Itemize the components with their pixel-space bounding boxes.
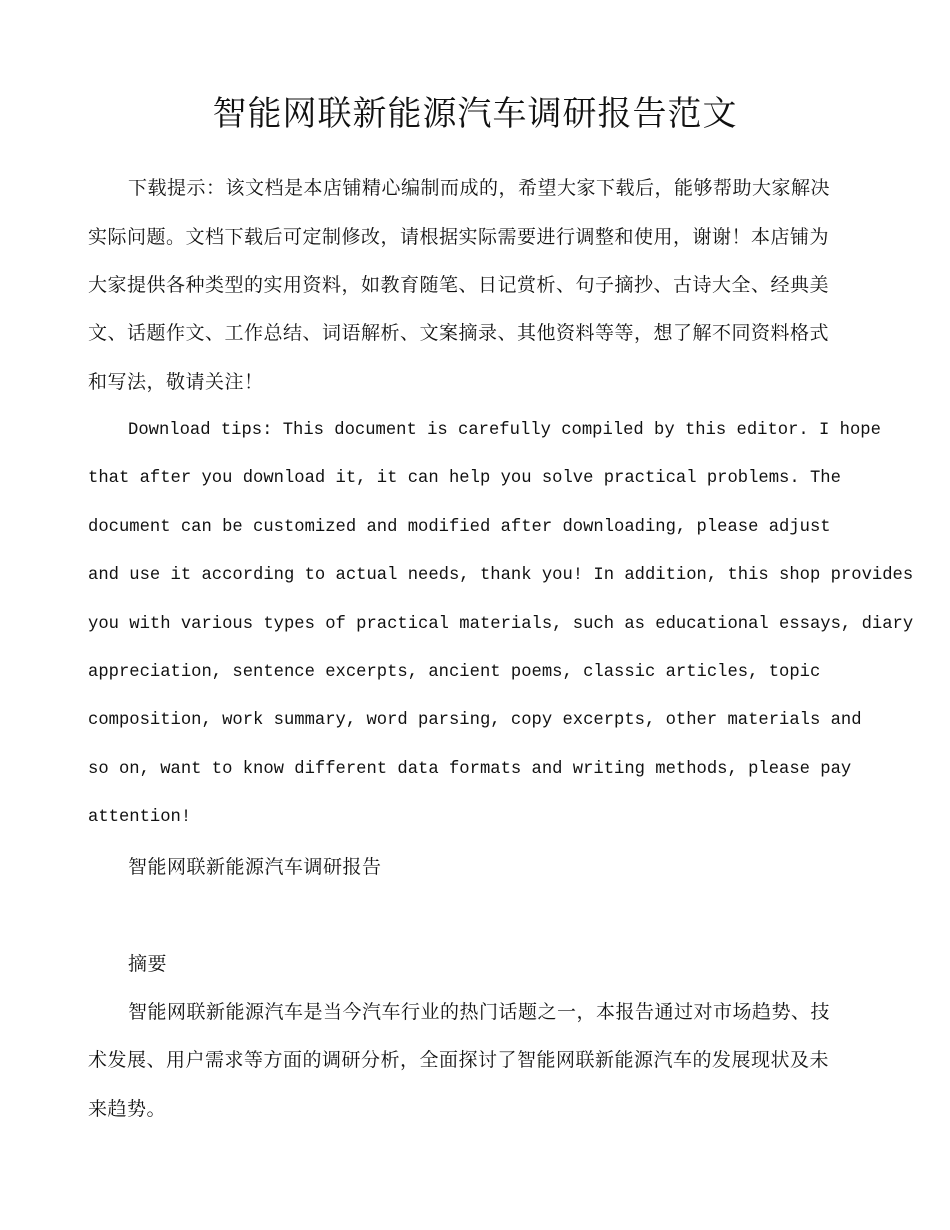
notice-en-line: and use it according to actual needs, thank you! In addition, this shop provides <box>88 566 914 585</box>
notice-en-line: that after you download it, it can help you solve practical problems. The <box>88 469 841 488</box>
notice-en-line: you with various types of practical materials, such as educational essays, diary <box>88 615 914 634</box>
abstract-line: 智能网联新能源汽车是当今汽车行业的热门话题之一，本报告通过对市场趋势、技 <box>128 1001 831 1023</box>
notice-zh-line: 文、话题作文、工作总结、词语解析、文案摘录、其他资料等等，想了解不同资料格式 <box>88 322 830 344</box>
notice-zh-line: 大家提供各种类型的实用资料，如教育随笔、日记赏析、句子摘抄、古诗大全、经典美 <box>88 274 830 296</box>
abstract-line: 来趋势。 <box>88 1098 167 1120</box>
abstract-heading: 摘要 <box>128 953 168 975</box>
report-title: 智能网联新能源汽车调研报告 <box>128 856 382 878</box>
document-title: 智能网联新能源汽车调研报告范文 <box>212 94 738 134</box>
abstract-line: 术发展、用户需求等方面的调研分析，全面探讨了智能网联新能源汽车的发展现状及未 <box>88 1049 830 1071</box>
notice-en-line: Download tips: This document is carefully compiled by this editor. I hope <box>128 421 881 440</box>
notice-zh-line: 和写法，敬请关注！ <box>88 371 264 393</box>
notice-en-line: composition, work summary, word parsing, copy excerpts, other materials and <box>88 711 862 730</box>
notice-en-line: appreciation, sentence excerpts, ancient poems, classic articles, topic <box>88 663 821 682</box>
notice-zh-line: 下载提示：该文档是本店铺精心编制而成的，希望大家下载后，能够帮助大家解决 <box>128 177 831 199</box>
notice-en-line: attention! <box>88 808 192 827</box>
notice-en-line: document can be customized and modified after downloading, please adjust <box>88 518 831 537</box>
notice-en-line: so on, want to know different data formats and writing methods, please pay <box>88 760 852 779</box>
notice-zh-line: 实际问题。文档下载后可定制修改，请根据实际需要进行调整和使用，谢谢！本店铺为 <box>88 226 830 248</box>
